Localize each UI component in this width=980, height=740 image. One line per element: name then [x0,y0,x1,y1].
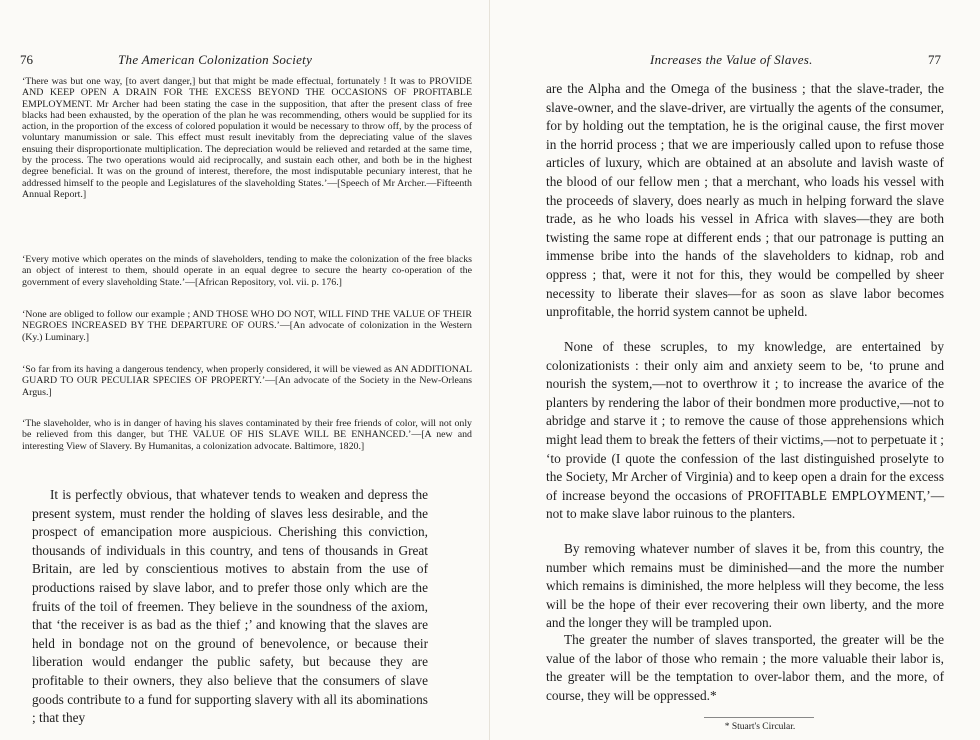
right-paragraph-3: By removing whatever number of slaves it be, from this country, the number which remains must be diminished—and the more the number which remains is diminished, the more helpless will they become, the less will be the hope of their ever recovering their own liberty, and the more and the longer they will be trampled upon. [546,541,944,631]
footnote-rule [704,717,814,718]
right-paragraph-4: The greater the number of slaves transported, the greater will be the value of the labor of those who remain ; the more valuable their labor is, the greater will be the temptation to over-labor them, and the more, of course, they will be oppressed.* [546,632,944,703]
right-paragraph-2: None of these scruples, to my knowledge, are entertained by colonizationists : their only aim and anxiety seem to be, ‘to prune and nourish the system,—not to overthrow it ; to increase the avarice of the planters by rendering the labor of their bondmen more productive,—not to abridge and starve it ; to remove the cause of those apprehensions which might lead them to break the fetters of their victims,—not to perpetuate it ; ‘to provide (I quote the confession of the last distinguished proselyte to the Society, Mr Archer of Virginia) and to keep open a drain for the excess of increase beyond the occasions of PROFITABLE EMPLOYMENT,’—not to make slave labor ruinous to the planters. [546,339,944,522]
right-running-head: Increases the Value of Slaves. [650,52,813,67]
quote-african-repository: ‘Every motive which operates on the minds of slaveholders, tending to make the colonization of the free blacks an object of interest to them, should operate in an equal degree to secure the hearty co-operation of the government of every slaveholding State.’—[African Repository, vol. vii. p. 176.] [22,254,472,288]
left-page-number: 76 [20,52,33,67]
quote-new-orleans-argus: ‘So far from its having a dangerous tendency, when properly considered, it will be viewed as AN ADDITIONAL GUARD TO OUR PECULIAR SPECIES OF PROPERTY.’—[An advocate of the Society in the New-Orleans Argus.] [22,364,472,398]
right-page [490,0,980,740]
quote-western-luminary: ‘None are obliged to follow our example ; AND THOSE WHO DO NOT, WILL FIND THE VALUE OF THEIR NEGROES INCREASED BY THE DEPARTURE OF OURS.’—[An advocate of colonization in the Western (Ky.) Luminary.] [22,309,472,343]
footnote: * Stuart's Circular. [724,722,796,732]
right-page-number: 77 [928,52,941,67]
quote-humanitas: ‘The slaveholder, who is in danger of having his slaves contaminated by their free friends of color, will not only be relieved from this danger, but THE VALUE OF HIS SLAVE WILL BE ENHANCED.’—[A new and interesting View of Slavery. By Humanitas, a colonization advocate. Baltimore, 1820.] [22,418,472,452]
left-body-paragraph: It is perfectly obvious, that whatever tends to weaken and depress the present system, must render the holding of slaves less desirable, and the prospect of emancipation more auspicious. Cherishing this conviction, thousands of individuals in this country, and tens of thousands in Great Britain, are led by conscientious motives to abstain from the use of productions raised by slave labor, and to prefer those only which are the fruits of the toil of freemen. They believe in the soundness of the axiom, that ‘the receiver is as bad as the thief ;’ and knowing that the slaves are held in bondage not on the ground of benevolence, or because their liberation would endanger the public safety, but because they are profitable to their owners, they also believe that the consumers of slave goods contribute to a fund for supporting slavery with all its abominations ; that they [32,487,428,726]
left-running-head: The American Colonization Society [118,52,313,67]
right-paragraph-1: are the Alpha and the Omega of the business ; that the slave-trader, the slave-owner, and the slave-driver, are virtually the agents of the consumer, for by holding out the temptation, he is the original cause, the first mover in the horrid process ; that we are imperiously called upon to refuse those articles of luxury, which are obtained at an absolute and lavish waste of the blood of our fellow men ; that a merchant, who loads his vessel with the proceeds of slavery, does nearly as much in helping forward the slave trade, as he who loads his vessel in Africa with slaves—they are both twisting the same rope at different ends ; that our patronage is putting an immense bribe into the hands of the slaveholders to kidnap, rob and oppress ; that, were it not for this, they would be compelled by sheer necessity to liberate their slaves—for as soon as slave labor becomes unprofitable, the horrid system cannot be upheld. [546,81,944,320]
quote-archer: ‘There was but one way, [to avert danger,] but that might be made effectual, fortunately ! It was to PROVIDE AND KEEP OPEN A DRAIN FOR THE EXCESS BEYOND THE OCCASIONS OF PROFITABLE EMPLOYMENT. Mr Archer had been stating the case in the supposition, that after the present class of free blacks had been exhausted, by the operation of the plan he was recommending, others would be supplied for its action, in the proportion of the excess of colored population it would be necessary to throw off, by the process of voluntary manumission or sale. This effect must result inevitably from the depreciating value of the slaves ensuing their disproportionate multiplication. The depreciation would be relieved and retarded at the same time, by the process. The two operations would aid reciprocally, and sustain each other, and both be in the highest degree beneficial. It was on the ground of interest, therefore, the most indisputable pecuniary interest, that he addressed himself to the people and Legislatures of the slaveholding States.’—[Speech of Mr Archer.—Fifteenth Annual Report.] [22,76,472,200]
